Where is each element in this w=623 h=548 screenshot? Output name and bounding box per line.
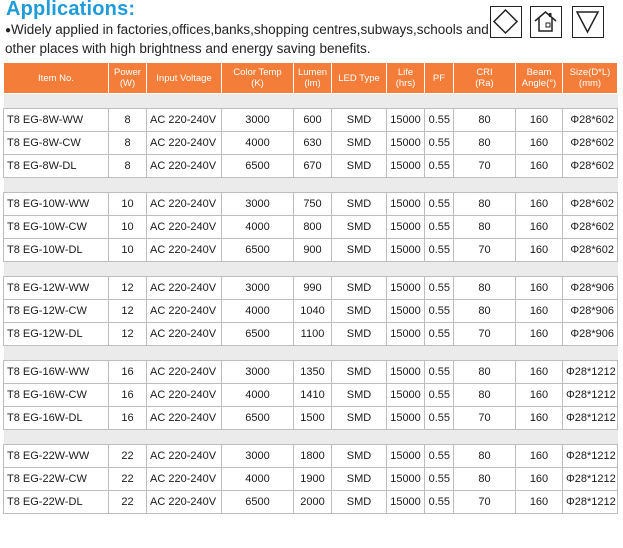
table-cell: 160 xyxy=(516,384,563,407)
table-cell: 160 xyxy=(516,300,563,323)
table-cell: T8 EG-10W-CW xyxy=(4,216,109,239)
table-row xyxy=(4,109,618,132)
table-cell: 3000 xyxy=(222,445,294,468)
table-cell: 80 xyxy=(454,277,516,300)
house-icon xyxy=(530,6,562,38)
table-cell: 15000 xyxy=(387,323,425,346)
table-cell: T8 EG-10W-WW xyxy=(4,193,109,216)
table-cell: 0.55 xyxy=(425,216,454,239)
table-cell: 160 xyxy=(516,132,563,155)
table-row xyxy=(4,384,618,407)
table-cell: Φ28*1212 xyxy=(563,445,618,468)
table-cell: 15000 xyxy=(387,193,425,216)
table-cell: T8 EG-22W-DL xyxy=(4,491,109,514)
table-cell: 80 xyxy=(454,132,516,155)
table-cell: 10 xyxy=(109,239,147,262)
table-cell: 0.55 xyxy=(425,384,454,407)
table-cell: SMD xyxy=(332,323,387,346)
table-cell: 670 xyxy=(294,155,332,178)
table-cell: SMD xyxy=(332,109,387,132)
table-cell: AC 220-240V xyxy=(147,384,222,407)
table-cell: 990 xyxy=(294,277,332,300)
table-cell: Φ28*602 xyxy=(563,239,618,262)
column-header-label: Input Voltage xyxy=(156,72,212,84)
table-cell: 15000 xyxy=(387,445,425,468)
group-spacer-row xyxy=(4,178,618,193)
column-header xyxy=(109,63,147,94)
table-cell: 16 xyxy=(109,407,147,430)
table-cell: 70 xyxy=(454,155,516,178)
table-cell: 15000 xyxy=(387,361,425,384)
table-cell: Φ28*906 xyxy=(563,300,618,323)
column-header-label: Item No. xyxy=(38,72,74,84)
feature-icons xyxy=(488,6,620,40)
table-cell: 0.55 xyxy=(425,445,454,468)
table-cell: 15000 xyxy=(387,132,425,155)
table-cell: T8 EG-8W-DL xyxy=(4,155,109,178)
table-cell: Φ28*602 xyxy=(563,155,618,178)
group-spacer-row xyxy=(4,94,618,109)
table-cell: Φ28*1212 xyxy=(563,384,618,407)
table-cell: 10 xyxy=(109,216,147,239)
table-cell: 160 xyxy=(516,109,563,132)
table-cell: 12 xyxy=(109,323,147,346)
table-cell: 1410 xyxy=(294,384,332,407)
column-header-unit: Angle(°) xyxy=(521,78,557,89)
table-cell: 8 xyxy=(109,109,147,132)
table-cell: 160 xyxy=(516,361,563,384)
table-cell: 0.55 xyxy=(425,300,454,323)
table-cell: 1100 xyxy=(294,323,332,346)
column-header-label: Power xyxy=(114,67,141,78)
table-cell: Φ28*602 xyxy=(563,109,618,132)
column-header-unit: (W) xyxy=(119,78,136,89)
table-cell: Φ28*1212 xyxy=(563,361,618,384)
table-cell: 15000 xyxy=(387,277,425,300)
table-cell: 15000 xyxy=(387,300,425,323)
table-cell: 70 xyxy=(454,239,516,262)
table-cell: 0.55 xyxy=(425,109,454,132)
table-cell: 3000 xyxy=(222,361,294,384)
table-cell: AC 220-240V xyxy=(147,361,222,384)
table-cell: 160 xyxy=(516,277,563,300)
table-cell: Φ28*906 xyxy=(563,323,618,346)
table-cell: AC 220-240V xyxy=(147,300,222,323)
table-cell: 0.55 xyxy=(425,277,454,300)
table-cell: Φ28*602 xyxy=(563,132,618,155)
header-row xyxy=(4,63,618,94)
column-header-label: Beam xyxy=(526,67,552,78)
table-cell: 16 xyxy=(109,384,147,407)
table-cell: SMD xyxy=(332,193,387,216)
column-header-unit: (K) xyxy=(251,78,264,89)
table-cell: 12 xyxy=(109,300,147,323)
table-cell: AC 220-240V xyxy=(147,407,222,430)
table-cell: 1500 xyxy=(294,407,332,430)
table-cell: 15000 xyxy=(387,468,425,491)
table-cell: 0.55 xyxy=(425,132,454,155)
table-row xyxy=(4,155,618,178)
table-cell: 80 xyxy=(454,193,516,216)
group-spacer-row xyxy=(4,262,618,277)
table-row xyxy=(4,132,618,155)
table-cell: 4000 xyxy=(222,384,294,407)
table-cell: 70 xyxy=(454,491,516,514)
table-cell: AC 220-240V xyxy=(147,468,222,491)
table-cell: AC 220-240V xyxy=(147,132,222,155)
table-cell: 800 xyxy=(294,216,332,239)
group-spacer xyxy=(4,262,618,277)
table-cell: 1900 xyxy=(294,468,332,491)
table-cell: 160 xyxy=(516,239,563,262)
table-cell: Φ28*602 xyxy=(563,216,618,239)
column-header xyxy=(425,63,454,94)
table-cell: SMD xyxy=(332,491,387,514)
applications-description xyxy=(5,21,495,58)
table-row xyxy=(4,300,618,323)
table-row xyxy=(4,193,618,216)
table-cell: 6500 xyxy=(222,491,294,514)
table-row xyxy=(4,323,618,346)
table-cell: 6500 xyxy=(222,323,294,346)
table-cell: 160 xyxy=(516,407,563,430)
table-cell: 160 xyxy=(516,193,563,216)
column-header xyxy=(4,63,109,94)
table-cell: 160 xyxy=(516,445,563,468)
table-cell: AC 220-240V xyxy=(147,323,222,346)
table-cell: 0.55 xyxy=(425,468,454,491)
applications-title: Applications: xyxy=(6,0,136,20)
table-cell: SMD xyxy=(332,277,387,300)
table-cell: 15000 xyxy=(387,155,425,178)
table-row xyxy=(4,361,618,384)
column-header-unit: (hrs) xyxy=(395,78,416,89)
table-cell: AC 220-240V xyxy=(147,216,222,239)
table-row xyxy=(4,468,618,491)
table-cell: 0.55 xyxy=(425,193,454,216)
table-cell: 12 xyxy=(109,277,147,300)
column-header-unit: (lm) xyxy=(304,78,321,89)
table-cell: 1350 xyxy=(294,361,332,384)
description-text: Widely applied in factories,offices,banks,shopping centres,subways,schools and other places with high brightness and energy saving benefits. xyxy=(5,22,489,56)
table-cell: 22 xyxy=(109,468,147,491)
table-cell: T8 EG-16W-CW xyxy=(4,384,109,407)
spec-table xyxy=(3,62,618,514)
table-cell: SMD xyxy=(332,468,387,491)
table-cell: 80 xyxy=(454,216,516,239)
table-cell: T8 EG-12W-WW xyxy=(4,277,109,300)
table-cell: 160 xyxy=(516,323,563,346)
table-cell: AC 220-240V xyxy=(147,239,222,262)
group-spacer xyxy=(4,430,618,445)
table-row xyxy=(4,239,618,262)
table-row xyxy=(4,407,618,430)
table-cell: 80 xyxy=(454,384,516,407)
down-triangle-icon xyxy=(572,6,604,38)
table-cell: 15000 xyxy=(387,109,425,132)
table-cell: Φ28*1212 xyxy=(563,407,618,430)
table-cell: 3000 xyxy=(222,277,294,300)
column-header-label: CRI xyxy=(476,67,493,78)
table-row xyxy=(4,445,618,468)
table-cell: T8 EG-12W-CW xyxy=(4,300,109,323)
table-cell: 4000 xyxy=(222,216,294,239)
column-header xyxy=(454,63,516,94)
table-cell: 80 xyxy=(454,361,516,384)
table-cell: SMD xyxy=(332,239,387,262)
table-cell: 160 xyxy=(516,216,563,239)
table-cell: AC 220-240V xyxy=(147,491,222,514)
table-cell: T8 EG-8W-CW xyxy=(4,132,109,155)
table-cell: Φ28*1212 xyxy=(563,491,618,514)
table-cell: 15000 xyxy=(387,239,425,262)
table-cell: Φ28*1212 xyxy=(563,468,618,491)
table-cell: 22 xyxy=(109,445,147,468)
table-cell: 160 xyxy=(516,468,563,491)
table-cell: 80 xyxy=(454,109,516,132)
table-cell: 630 xyxy=(294,132,332,155)
table-cell: 0.55 xyxy=(425,323,454,346)
table-cell: 22 xyxy=(109,491,147,514)
table-cell: 0.55 xyxy=(425,361,454,384)
column-header-label: PF xyxy=(432,72,446,84)
table-cell: 3000 xyxy=(222,193,294,216)
table-cell: 160 xyxy=(516,491,563,514)
diamond-icon xyxy=(490,6,522,38)
table-cell: 16 xyxy=(109,361,147,384)
bullet-icon: ● xyxy=(5,25,12,36)
table-cell: 900 xyxy=(294,239,332,262)
column-header-unit: (Ra) xyxy=(475,78,494,89)
column-header xyxy=(387,63,425,94)
column-header-label: Lumen xyxy=(297,67,328,78)
table-cell: 0.55 xyxy=(425,239,454,262)
table-cell: AC 220-240V xyxy=(147,193,222,216)
table-cell: Φ28*602 xyxy=(563,193,618,216)
table-cell: 750 xyxy=(294,193,332,216)
table-cell: AC 220-240V xyxy=(147,445,222,468)
column-header-label: Color Temp xyxy=(233,67,282,78)
table-cell: T8 EG-22W-CW xyxy=(4,468,109,491)
group-spacer xyxy=(4,178,618,193)
table-cell: 1800 xyxy=(294,445,332,468)
table-cell: T8 EG-22W-WW xyxy=(4,445,109,468)
table-cell: 6500 xyxy=(222,407,294,430)
table-cell: 70 xyxy=(454,407,516,430)
table-cell: 3000 xyxy=(222,109,294,132)
group-spacer-row xyxy=(4,346,618,361)
table-cell: SMD xyxy=(332,132,387,155)
column-header xyxy=(147,63,222,94)
group-spacer-row xyxy=(4,430,618,445)
column-header-unit: (mm) xyxy=(578,78,602,89)
table-cell: 0.55 xyxy=(425,155,454,178)
table-cell: 0.55 xyxy=(425,491,454,514)
table-cell: T8 EG-16W-WW xyxy=(4,361,109,384)
table-cell: 6500 xyxy=(222,239,294,262)
table-cell: T8 EG-16W-DL xyxy=(4,407,109,430)
table-cell: AC 220-240V xyxy=(147,155,222,178)
table-cell: 4000 xyxy=(222,300,294,323)
table-cell: 80 xyxy=(454,468,516,491)
table-cell: AC 220-240V xyxy=(147,109,222,132)
table-cell: 80 xyxy=(454,300,516,323)
column-header xyxy=(222,63,294,94)
table-cell: 70 xyxy=(454,323,516,346)
table-cell: T8 EG-8W-WW xyxy=(4,109,109,132)
table-cell: 80 xyxy=(454,445,516,468)
table-row xyxy=(4,216,618,239)
table-cell: 15000 xyxy=(387,216,425,239)
column-header-label: LED Type xyxy=(338,72,380,84)
table-cell: 0.55 xyxy=(425,407,454,430)
table-cell: SMD xyxy=(332,216,387,239)
table-cell: 6500 xyxy=(222,155,294,178)
column-header xyxy=(563,63,618,94)
table-cell: 600 xyxy=(294,109,332,132)
table-cell: 160 xyxy=(516,155,563,178)
table-cell: 4000 xyxy=(222,132,294,155)
column-header xyxy=(294,63,332,94)
column-header xyxy=(332,63,387,94)
table-row xyxy=(4,277,618,300)
table-cell: SMD xyxy=(332,445,387,468)
table-cell: SMD xyxy=(332,300,387,323)
table-cell: T8 EG-10W-DL xyxy=(4,239,109,262)
table-cell: 1040 xyxy=(294,300,332,323)
table-cell: AC 220-240V xyxy=(147,277,222,300)
column-header xyxy=(516,63,563,94)
column-header-label: Size(D*L) xyxy=(569,67,611,78)
table-row xyxy=(4,491,618,514)
table-cell: T8 EG-12W-DL xyxy=(4,323,109,346)
table-cell: 15000 xyxy=(387,407,425,430)
table-cell: SMD xyxy=(332,384,387,407)
table-cell: SMD xyxy=(332,155,387,178)
group-spacer xyxy=(4,94,618,109)
table-cell: 15000 xyxy=(387,384,425,407)
table-cell: 2000 xyxy=(294,491,332,514)
table-cell: 10 xyxy=(109,193,147,216)
table-cell: SMD xyxy=(332,361,387,384)
table-cell: SMD xyxy=(332,407,387,430)
group-spacer xyxy=(4,346,618,361)
table-cell: 8 xyxy=(109,132,147,155)
table-cell: 8 xyxy=(109,155,147,178)
column-header-label: Life xyxy=(397,67,414,78)
table-cell: 4000 xyxy=(222,468,294,491)
table-cell: Φ28*906 xyxy=(563,277,618,300)
table-cell: 15000 xyxy=(387,491,425,514)
